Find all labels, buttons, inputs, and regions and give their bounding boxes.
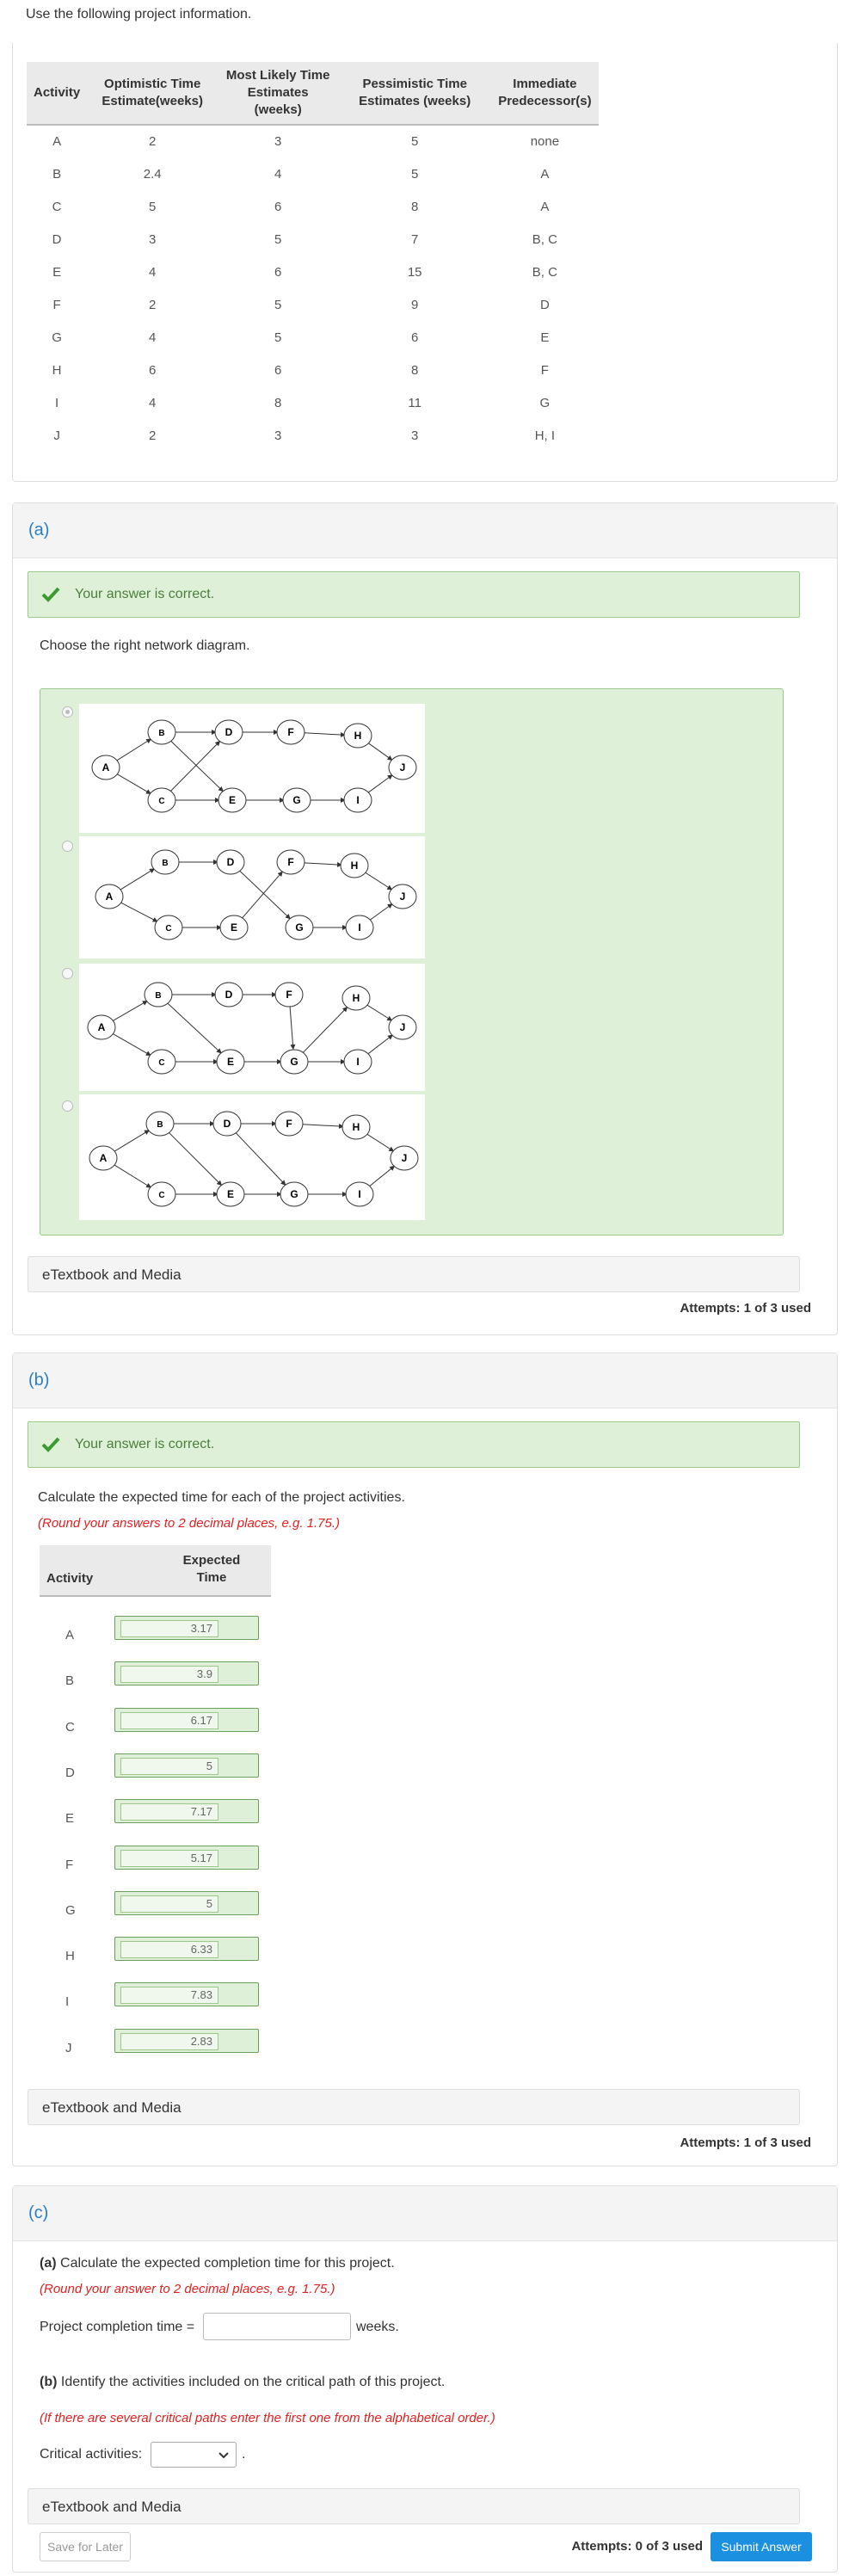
edge-I-J: [366, 775, 391, 793]
svg-text:G: G: [290, 1188, 298, 1200]
svg-text:F: F: [287, 726, 294, 738]
edge-E-F: [242, 872, 283, 919]
edge-G-H: [302, 1008, 347, 1054]
node-d: [215, 983, 243, 1007]
col-expected-line1: Expected: [182, 1553, 241, 1568]
table-cell: 6: [274, 199, 282, 214]
period: .: [242, 2447, 246, 2462]
intro-text: Use the following project information.: [26, 7, 252, 22]
expected-activity-label: D: [65, 1765, 75, 1780]
table-cell: G: [52, 330, 62, 345]
table-row: [27, 190, 599, 223]
node-g: [286, 915, 313, 940]
question-a: [40, 2256, 395, 2271]
node-d: [217, 850, 244, 874]
header-line: Optimistic Time: [104, 77, 201, 91]
edge-F-H: [302, 733, 345, 736]
node-b: [151, 850, 179, 874]
project-table-col-2: [218, 62, 338, 125]
expected-time-value[interactable]: 3.9: [120, 1666, 218, 1683]
svg-text:F: F: [287, 856, 294, 868]
table-cell: 8: [411, 199, 419, 214]
project-table-col-3: [338, 62, 491, 125]
edge-B-E: [167, 1002, 221, 1053]
table-cell: I: [55, 395, 59, 410]
section-b-correct-banner: [28, 1421, 800, 1468]
edge-D-G: [238, 870, 290, 919]
svg-text:B: B: [162, 859, 169, 868]
svg-text:H: H: [350, 860, 359, 872]
edge-A-C: [120, 902, 157, 921]
node-h: [341, 854, 368, 878]
table-cell: 3: [274, 428, 282, 443]
network-diagram-2[interactable]: [79, 836, 425, 958]
network-diagram-4[interactable]: [79, 1094, 425, 1220]
section-b-label: (b): [28, 1371, 50, 1390]
node-d: [213, 1112, 241, 1136]
svg-text:I: I: [358, 1188, 361, 1200]
col-expected-time: [169, 1552, 255, 1587]
edge-A-B: [115, 739, 151, 761]
expected-time-value[interactable]: 5: [120, 1758, 218, 1775]
table-cell: 4: [274, 166, 282, 182]
expected-activity-label: G: [65, 1902, 76, 1918]
edge-A-B: [111, 1001, 147, 1021]
correct-text: Your answer is correct.: [75, 1437, 215, 1451]
expected-activity-label: A: [65, 1628, 75, 1642]
node-b: [148, 720, 175, 744]
edge-A-B: [119, 869, 154, 891]
svg-text:H: H: [352, 992, 360, 1004]
edge-I-J: [366, 1035, 392, 1055]
table-row: [27, 256, 599, 288]
table-cell: B: [52, 166, 62, 182]
table-row: [27, 288, 599, 321]
table-cell: 5: [274, 231, 282, 247]
node-f: [277, 850, 305, 874]
section-a-correct-banner: [28, 571, 800, 618]
edge-D-G: [235, 1131, 286, 1185]
expected-time-field[interactable]: [114, 2029, 259, 2053]
svg-text:B: B: [157, 1120, 163, 1130]
question-b-note: (If there are several critical paths enter the first one from the alphabetical order.): [40, 2411, 495, 2425]
svg-text:D: D: [226, 856, 235, 868]
expected-time-field[interactable]: [114, 1846, 259, 1870]
svg-text:I: I: [358, 921, 361, 934]
expected-time-value[interactable]: 7.83: [120, 1987, 218, 2004]
svg-text:C: C: [165, 924, 172, 934]
node-h: [344, 724, 372, 748]
section-c-etextbook[interactable]: [28, 2488, 800, 2524]
project-table: [27, 62, 599, 452]
section-b-instruction: Calculate the expected time for each of the project activities.: [38, 1490, 405, 1505]
critical-activities-label: Critical activities:: [40, 2447, 143, 2462]
svg-text:J: J: [399, 891, 406, 903]
expected-time-value[interactable]: 2.83: [120, 2033, 218, 2050]
expected-time-field[interactable]: [114, 1799, 259, 1823]
svg-text:C: C: [158, 797, 165, 806]
node-c: [155, 915, 182, 940]
chevron-down-icon: [218, 2451, 229, 2460]
section-a-etextbook[interactable]: [28, 1256, 800, 1292]
svg-text:E: E: [226, 1188, 235, 1200]
expected-activity-label: J: [65, 2040, 72, 2055]
svg-text:H: H: [354, 730, 362, 742]
node-f: [275, 983, 303, 1007]
question-b-text: Identify the activities included on the critical path of this project.: [60, 2375, 446, 2389]
node-g: [280, 1050, 308, 1074]
table-cell: F: [52, 297, 61, 312]
header-line: Estimates (weeks): [359, 94, 471, 108]
svg-text:G: G: [295, 921, 304, 934]
svg-text:B: B: [155, 991, 162, 1001]
edge-A-C: [111, 1032, 151, 1055]
node-i: [346, 1182, 373, 1206]
submit-answer-button[interactable]: Submit Answer: [711, 2532, 812, 2561]
edge-A-C: [115, 773, 151, 794]
table-cell: 2: [149, 428, 157, 443]
header-line: Immediate: [513, 77, 577, 91]
table-row: [27, 223, 599, 256]
table-row: [27, 321, 599, 354]
table-cell: H, I: [534, 428, 556, 443]
edge-A-C: [113, 1164, 151, 1187]
node-c: [148, 788, 175, 812]
table-row: [27, 354, 599, 386]
table-cell: A: [540, 199, 550, 214]
table-cell: D: [539, 297, 550, 312]
node-j: [389, 884, 416, 909]
expected-time-field[interactable]: [114, 1891, 259, 1915]
header-line: Pessimistic Time: [362, 77, 467, 91]
section-c-header: [13, 2186, 837, 2241]
node-e: [220, 915, 248, 940]
svg-text:A: A: [99, 1152, 108, 1164]
edge-C-D: [169, 742, 219, 792]
edge-I-J: [368, 1166, 394, 1186]
header-line: Predecessor(s): [498, 94, 592, 108]
project-table-header: [27, 62, 599, 125]
node-d: [215, 720, 243, 744]
checkmark-icon: [40, 584, 61, 605]
expected-time-value[interactable]: 5.17: [120, 1850, 218, 1867]
section-a-label: (a): [28, 521, 50, 539]
table-cell: 6: [411, 330, 419, 345]
table-cell: 8: [411, 362, 419, 378]
table-cell: none: [530, 134, 560, 149]
table-cell: 3: [274, 134, 282, 149]
node-j: [389, 1015, 416, 1039]
table-cell: H: [52, 362, 62, 378]
etextbook-label: eTextbook and Media: [42, 2499, 181, 2515]
expected-activity-label: C: [65, 1719, 75, 1735]
svg-text:G: G: [292, 794, 301, 806]
svg-text:F: F: [286, 989, 292, 1001]
svg-text:J: J: [399, 761, 406, 773]
expected-time-field[interactable]: [114, 1616, 259, 1640]
expected-activity-label: I: [65, 1994, 70, 2010]
node-c: [148, 1050, 175, 1074]
header-line: Estimate(weeks): [102, 94, 203, 108]
node-f: [277, 720, 305, 744]
svg-text:I: I: [356, 794, 360, 806]
table-cell: 3: [149, 231, 157, 247]
table-row: [27, 157, 599, 190]
node-f: [275, 1112, 303, 1136]
node-a: [92, 755, 120, 780]
svg-text:J: J: [399, 1021, 406, 1033]
table-cell: 6: [274, 264, 282, 280]
node-g: [283, 788, 311, 812]
svg-text:J: J: [401, 1152, 408, 1164]
node-i: [344, 1050, 372, 1074]
network-diagram-3[interactable]: [79, 964, 425, 1091]
table-cell: 9: [411, 297, 419, 312]
table-cell: 4: [149, 264, 157, 280]
table-cell: B, C: [532, 264, 557, 280]
node-e: [218, 788, 246, 812]
completion-time-unit: weeks.: [356, 2320, 399, 2334]
save-for-later-button[interactable]: Save for Later: [40, 2532, 131, 2561]
svg-text:C: C: [158, 1058, 165, 1068]
node-h: [342, 986, 370, 1010]
project-table-col-1: [87, 62, 218, 125]
edge-H-J: [366, 1004, 391, 1020]
expected-activity-label: B: [65, 1673, 75, 1689]
table-cell: 5: [149, 199, 157, 214]
col-activity: Activity: [46, 1571, 94, 1586]
expected-time-value[interactable]: 6.17: [120, 1712, 218, 1729]
edge-F-G: [290, 1006, 293, 1049]
table-cell: F: [540, 362, 549, 378]
diagram-option-3-radio[interactable]: [62, 968, 73, 979]
expected-time-header: [40, 1545, 271, 1597]
svg-text:I: I: [356, 1056, 360, 1068]
section-c-attempts: Attempts: 0 of 3 used: [571, 2539, 703, 2554]
table-cell: 2: [149, 134, 157, 149]
expected-time-value[interactable]: 6.33: [120, 1941, 218, 1958]
node-b: [145, 983, 172, 1007]
table-cell: 4: [149, 330, 157, 345]
etextbook-label: eTextbook and Media: [42, 1266, 181, 1283]
node-j: [391, 1146, 418, 1170]
completion-time-label: Project completion time =: [40, 2320, 195, 2334]
table-cell: 3: [411, 428, 419, 443]
network-diagram-1[interactable]: [79, 704, 425, 833]
node-i: [346, 915, 373, 940]
section-b-etextbook[interactable]: [28, 2089, 800, 2125]
node-g: [280, 1182, 308, 1206]
svg-text:A: A: [105, 891, 114, 903]
edge-F-H: [302, 863, 341, 865]
section-a-attempts: Attempts: 1 of 3 used: [680, 1301, 811, 1316]
diagram-option-4-radio[interactable]: [62, 1100, 73, 1112]
svg-text:C: C: [158, 1191, 165, 1200]
table-cell: 7: [411, 231, 419, 247]
edge-F-H: [300, 1125, 343, 1127]
table-cell: D: [52, 231, 62, 247]
svg-text:A: A: [97, 1021, 106, 1033]
expected-time-value[interactable]: 5: [120, 1895, 218, 1913]
table-cell: 2: [149, 297, 157, 312]
edge-H-J: [364, 872, 391, 890]
col-expected-line2: Time: [196, 1570, 227, 1585]
checkmark-icon: [40, 1434, 61, 1455]
svg-text:E: E: [226, 1056, 235, 1068]
node-i: [344, 788, 372, 812]
expected-time-value[interactable]: 7.17: [120, 1803, 218, 1821]
expected-time-field[interactable]: [114, 1661, 259, 1685]
expected-activity-label: H: [65, 1949, 75, 1964]
edge-H-J: [367, 743, 392, 761]
table-cell: G: [539, 395, 551, 410]
node-a: [88, 1015, 115, 1039]
question-a-rounding: (Round your answer to 2 decimal places, e.g. 1.75.): [40, 2282, 335, 2296]
svg-text:D: D: [225, 989, 233, 1001]
project-table-body: [27, 125, 599, 452]
table-cell: A: [540, 166, 550, 182]
header-line: Activity: [34, 85, 81, 100]
edge-B-E: [168, 1131, 221, 1185]
table-cell: 4: [149, 395, 157, 410]
node-e: [217, 1050, 244, 1074]
edge-I-J: [369, 904, 392, 921]
svg-text:G: G: [290, 1056, 298, 1068]
svg-text:H: H: [352, 1121, 360, 1133]
section-a-instruction: Choose the right network diagram.: [40, 638, 250, 653]
svg-text:D: D: [225, 726, 233, 738]
table-cell: 6: [149, 362, 157, 378]
svg-text:E: E: [230, 921, 238, 934]
section-c-label: (c): [28, 2203, 49, 2222]
etextbook-label: eTextbook and Media: [42, 2099, 181, 2116]
edge-H-J: [366, 1133, 393, 1151]
node-h: [342, 1115, 370, 1139]
expected-activity-label: F: [65, 1857, 74, 1872]
expected-time-field[interactable]: [114, 1753, 259, 1778]
table-cell: E: [52, 264, 62, 280]
expected-time-field[interactable]: [114, 1982, 259, 2006]
node-a: [89, 1146, 117, 1170]
expected-time-field[interactable]: [114, 1708, 259, 1732]
question-b: [40, 2375, 445, 2390]
section-a-header: [13, 503, 837, 558]
question-a-text: Calculate the expected completion time for this project.: [60, 2256, 395, 2271]
table-cell: A: [52, 134, 62, 149]
node-c: [148, 1182, 175, 1206]
table-cell: 5: [274, 330, 282, 345]
expected-time-value[interactable]: 3.17: [120, 1620, 218, 1637]
table-cell: 5: [274, 297, 282, 312]
question-b-prefix: (b): [40, 2375, 58, 2389]
table-cell: 15: [407, 264, 422, 280]
node-e: [217, 1182, 244, 1206]
svg-text:E: E: [228, 794, 237, 806]
table-cell: 6: [274, 362, 282, 378]
node-a: [95, 884, 123, 909]
node-j: [389, 755, 416, 780]
table-cell: 11: [408, 395, 421, 410]
edge-A-B: [113, 1131, 149, 1152]
svg-text:B: B: [158, 729, 165, 738]
project-table-col-4: [491, 62, 598, 125]
expected-activity-label: E: [65, 1811, 75, 1827]
table-cell: J: [53, 428, 60, 443]
question-a-prefix: (a): [40, 2256, 57, 2271]
table-cell: 5: [411, 166, 419, 182]
completion-time-input[interactable]: [203, 2313, 351, 2340]
section-b-header: [13, 1353, 837, 1408]
header-line: Most Likely Time: [225, 68, 330, 83]
table-cell: C: [52, 199, 62, 214]
section-b-attempts: Attempts: 1 of 3 used: [680, 2135, 811, 2150]
diagram-option-2-radio[interactable]: [62, 841, 73, 852]
table-row: [27, 419, 599, 452]
header-line: Estimates (weeks): [247, 85, 309, 117]
table-cell: 2.4: [143, 166, 162, 182]
svg-text:D: D: [223, 1118, 231, 1130]
svg-text:F: F: [286, 1118, 292, 1130]
svg-text:A: A: [102, 761, 110, 773]
table-row: [27, 125, 599, 157]
critical-activities-select[interactable]: [151, 2442, 237, 2468]
table-cell: E: [540, 330, 550, 345]
section-b-rounding-note: (Round your answers to 2 decimal places, e.g. 1.75.): [38, 1516, 341, 1531]
expected-time-field[interactable]: [114, 1937, 259, 1961]
table-cell: B, C: [532, 231, 557, 247]
table-row: [27, 386, 599, 419]
correct-text: Your answer is correct.: [75, 587, 215, 601]
project-table-col-0: [27, 62, 87, 125]
diagram-option-1-radio[interactable]: [62, 706, 73, 718]
table-cell: 8: [274, 395, 282, 410]
table-cell: 5: [411, 134, 419, 149]
node-b: [146, 1112, 174, 1136]
